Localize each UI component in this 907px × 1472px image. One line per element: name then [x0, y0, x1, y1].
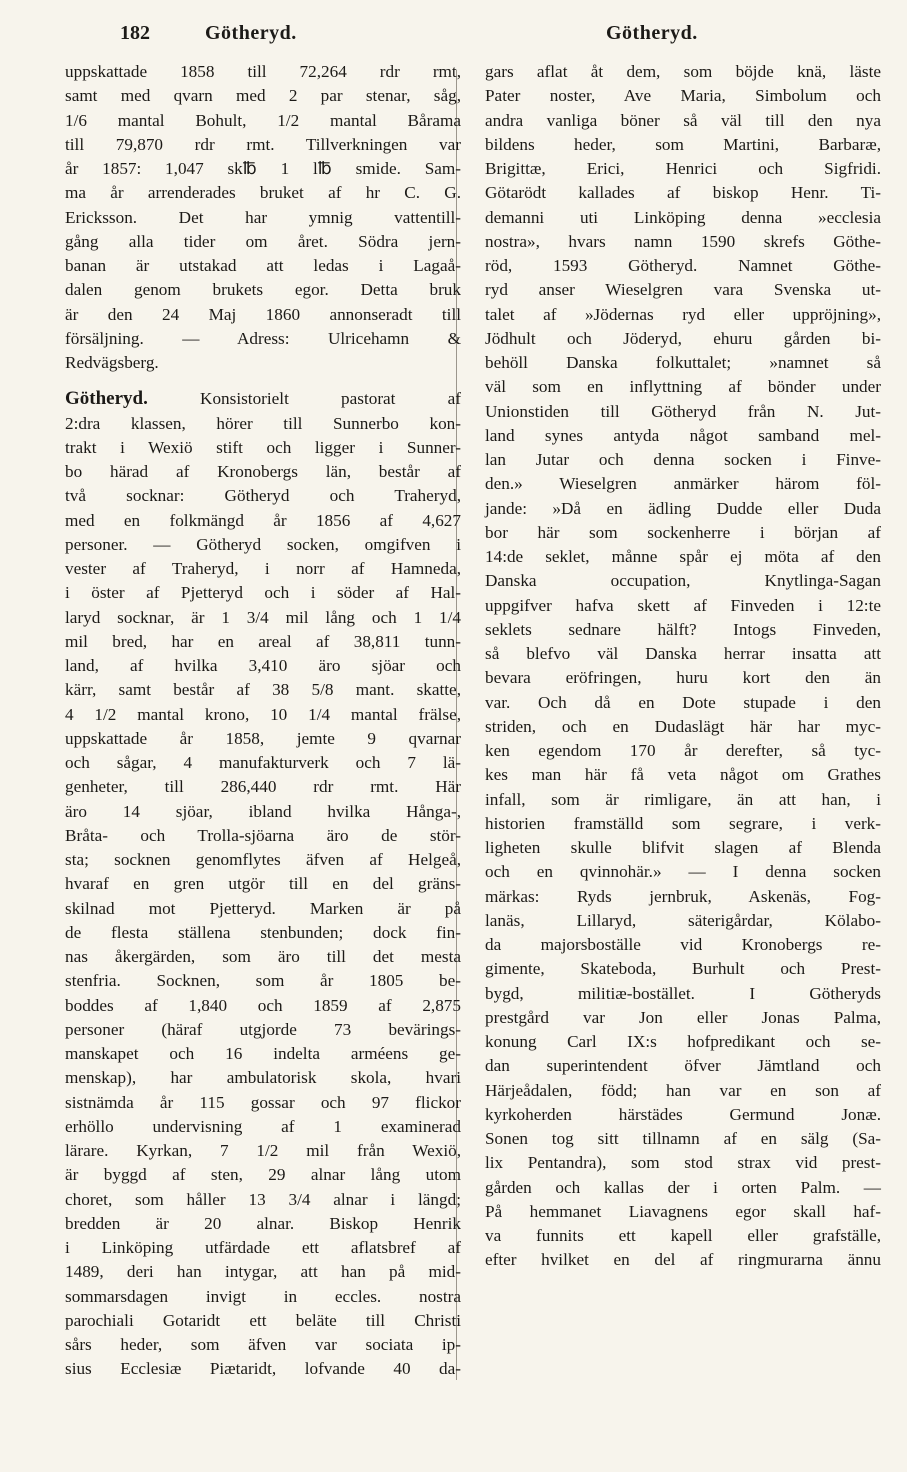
text-line: kyrkoherden härstädes Germund Jonæ.	[485, 1104, 881, 1124]
text-line: var. Och då en Dote stupade i den	[485, 692, 881, 712]
text-line: sta; socknen genomflytes äfven af Helgeå,	[65, 850, 461, 869]
running-head-left: Götheryd.	[205, 22, 297, 44]
text-line: gång alla tider om året. Södra jern-	[65, 231, 461, 251]
text-line: och en qvinnohär.» — I denna socken	[485, 862, 881, 882]
text-line: Jödhult och Jöderyd, ehuru gården bi-	[485, 328, 881, 348]
text-line: genheter, till 286,440 rdr rmt. Här	[65, 777, 461, 797]
text-line: manskapet och 16 indelta arméens ge-	[65, 1044, 461, 1063]
text-line: gården och kallas der i orten Palm. —	[485, 1177, 881, 1197]
text-line: är den 24 Maj 1860 annonseradt till	[65, 304, 461, 324]
text-line: Sonen tog sitt tillnamn af en sälg (Sa-	[485, 1129, 881, 1148]
entry-first-line-text: Konsistorielt pastorat af	[147, 389, 461, 409]
paragraph-ryd-jernbruk	[65, 60, 461, 375]
entry-heading: Götheryd.	[65, 388, 148, 410]
text-line: 2:dra klassen, hörer till Sunnerbo kon-	[65, 413, 461, 433]
text-line: mil bred, har en areal af 38,811 tunn-	[65, 631, 461, 651]
text-line: försäljning. — Adress: Ulricehamn &	[65, 328, 461, 348]
text-line: demanni uti Linköping denna »ecclesia	[485, 207, 881, 227]
text-line: lärare. Kyrkan, 7 1/2 mil från Wexiö,	[65, 1141, 461, 1160]
text-line: den.» Wieselgren anmärker härom föl-	[485, 474, 881, 494]
text-line: personer (häraf utgjorde 73 bevärings-	[65, 1019, 461, 1039]
text-line: land, af hvilka 3,410 äro sjöar och	[65, 656, 461, 675]
text-line: dalen genom brukets egor. Detta bruk	[65, 280, 461, 300]
right-column	[485, 60, 881, 1273]
text-line: Brigittæ, Erici, Henrici och Sigfridi.	[485, 159, 881, 178]
text-line: vester af Traheryd, i norr af Hamneda,	[65, 559, 461, 578]
page-number: 182	[120, 22, 150, 44]
text-line: banan är utstakad att ledas i Lagaå-	[65, 256, 461, 275]
text-line: samt med qvarn med 2 par stenar, såg,	[65, 86, 461, 106]
running-head-right: Götheryd.	[606, 22, 698, 44]
text-line: ken egendom 170 år derefter, så tyc-	[485, 741, 881, 760]
text-line: gimente, Skateboda, Burhult och Prest-	[485, 959, 881, 979]
text-line: choret, som håller 13 3/4 alnar i längd;	[65, 1189, 461, 1209]
text-line: uppskattade år 1858, jemte 9 qvarnar	[65, 728, 461, 748]
text-line: infall, som är rimligare, än att han, i	[485, 789, 881, 809]
text-line: boddes af 1,840 och 1859 af 2,875	[65, 995, 461, 1015]
text-line: så blefvo väl Danska herrar insatta att	[485, 644, 881, 663]
text-line: land synes antyda något samband mel-	[485, 425, 881, 445]
text-line: röd, 1593 Götheryd. Namnet Göthe-	[485, 256, 881, 275]
text-line: märkas: Ryds jernbruk, Askenäs, Fog-	[485, 886, 881, 906]
text-line: är byggd af sten, 29 alnar lång utom	[65, 1165, 461, 1185]
text-line: va funnits ett kapell eller grafställe,	[485, 1226, 881, 1245]
text-line: kärr, samt består af 38 5/8 mant. skatte,	[65, 680, 461, 700]
text-line: två socknar: Götheryd och Traheryd,	[65, 486, 461, 506]
text-line: Bråta- och Trolla-sjöarna äro de stör-	[65, 825, 461, 845]
text-line: nas åkergärden, som äro till det mesta	[65, 947, 461, 966]
text-line: konung Carl IX:s hofpredikant och se-	[485, 1032, 881, 1051]
text-line: i öster af Pjetteryd och i söder af Hal-	[65, 583, 461, 603]
text-line: På hemmanet Liavagnens egor skall haf-	[485, 1201, 881, 1221]
text-line: laryd socknar, är 1 3/4 mil lång och 1 1/4	[65, 607, 461, 627]
text-line: lanäs, Lillaryd, säterigårdar, Kölabo-	[485, 910, 881, 930]
text-line: ligheten skulle blifvit slagen af Blenda	[485, 838, 881, 857]
text-line: gars aflat åt dem, som böjde knä, läste	[485, 62, 881, 81]
text-line: 4 1/2 mantal krono, 10 1/4 mantal frälse,	[65, 704, 461, 724]
text-line: Pater noster, Ave Maria, Simbolum och	[485, 86, 881, 106]
text-line: dan superintendent öfver Jämtland och	[485, 1056, 881, 1076]
text-line: prestgård var Jon eller Jonas Palma,	[485, 1007, 881, 1027]
text-line: kes man här få veta något om Grathes	[485, 765, 881, 785]
text-line: seklets sednare hälft? Intogs Finveden,	[485, 619, 881, 639]
text-line: i Linköping utfärdade ett aflatsbref af	[65, 1238, 461, 1257]
text-line: sius Ecclesiæ Piætaridt, lofvande 40 da-	[65, 1359, 461, 1379]
text-line: behöll Danska folkuttalet; »namnet så	[485, 353, 881, 372]
text-line: bor här som sockenherre i början af	[485, 522, 881, 542]
text-line: parochiali Gotaridt ett beläte till Christi	[65, 1310, 461, 1330]
text-line: sistnämda år 115 gossar och 97 flickor	[65, 1092, 461, 1112]
text-line: sommarsdagen invigt in eccles. nostra	[65, 1286, 461, 1306]
text-line: bevara eröfringen, huru kort den än	[485, 668, 881, 688]
text-line: 14:de seklet, månne spår ej möta af den	[485, 547, 881, 566]
text-line: menskap), har ambulatorisk skola, hvari	[65, 1068, 461, 1088]
text-line: stenfria. Socknen, som år 1805 be-	[65, 971, 461, 991]
text-line: sårs heder, som äfven var sociata ip-	[65, 1335, 461, 1354]
text-line: erhöllo undervisning af 1 examinerad	[65, 1116, 461, 1136]
text-line: de flesta ställena stenbunden; dock fin-	[65, 922, 461, 942]
paragraph-right-continued	[485, 60, 881, 1273]
text-line: ma år arrenderades bruket af hr C. G.	[65, 183, 461, 203]
text-line: väl som en inflyttning af bönder under	[485, 377, 881, 397]
text-line: med en folkmängd år 1856 af 4,627	[65, 510, 461, 530]
text-line: skilnad mot Pjetteryd. Marken är på	[65, 898, 461, 918]
text-line: Götarödt kallades af biskop Henr. Ti-	[485, 183, 881, 203]
entry-first-line	[65, 387, 461, 411]
text-line: striden, och en Dudaslägt här har myc-	[485, 716, 881, 736]
text-line: historien framställd som segrare, i verk-	[485, 813, 881, 833]
text-line: bo härad af Kronobergs län, består af	[65, 462, 461, 481]
text-line: bygd, militiæ-bostället. I Götheryds	[485, 983, 881, 1003]
text-line: Unionstiden till Götheryd från N. Jut-	[485, 401, 881, 421]
text-line: uppgifver hafva skett af Finveden i 12:te	[485, 595, 881, 615]
left-column	[65, 60, 461, 1382]
text-line: Ericksson. Det har ymnig vattentill-	[65, 207, 461, 227]
text-line: jande: »Då en ädling Dudde eller Duda	[485, 498, 881, 518]
text-line: bildens heder, som Martini, Barbaræ,	[485, 134, 881, 154]
text-line: 1489, deri han intygar, att han på mid-	[65, 1262, 461, 1282]
text-line: och sågar, 4 manufakturverk och 7 lä-	[65, 753, 461, 772]
paragraph-gotheryd-entry	[65, 387, 461, 1381]
text-line: da majorsboställe vid Kronobergs re-	[485, 935, 881, 954]
text-line: år 1857: 1,047 sk℔ 1 l℔ smide. Sam-	[65, 159, 461, 178]
text-line: hvaraf en gren utgör till en del gräns-	[65, 874, 461, 894]
text-line: lix Pentandra), som stod strax vid prest-	[485, 1153, 881, 1173]
text-line: bredden är 20 alnar. Biskop Henrik	[65, 1213, 461, 1233]
text-line: uppskattade 1858 till 72,264 rdr rmt,	[65, 62, 461, 81]
text-line: talet af »Jödernas ryd eller uppröjning»,	[485, 304, 881, 324]
text-line: personer. — Götheryd socken, omgifven i	[65, 534, 461, 554]
text-line: Danska occupation, Knytlinga-Sagan	[485, 571, 881, 591]
text-line: 1/6 mantal Bohult, 1/2 mantal Bårama	[65, 110, 461, 130]
text-line: efter hvilket en del af ringmurarna ännu	[485, 1250, 881, 1270]
text-line: ryd anser Wieselgren vara Svenska ut-	[485, 280, 881, 300]
text-line: andra vanliga böner så väl till den nya	[485, 110, 881, 130]
text-line: trakt i Wexiö stift och ligger i Sunner-	[65, 437, 461, 457]
text-line: Redvägsberg.	[65, 353, 159, 372]
text-line: Härjeådalen, född; han var en son af	[485, 1080, 881, 1100]
text-line: nostra», hvars namn 1590 skrefs Göthe-	[485, 231, 881, 251]
text-line: äro 14 sjöar, ibland hvilka Hånga-,	[65, 801, 461, 821]
text-line: till 79,870 rdr rmt. Tillverkningen var	[65, 134, 461, 154]
text-line: lan Jutar och denna socken i Finve-	[485, 450, 881, 469]
